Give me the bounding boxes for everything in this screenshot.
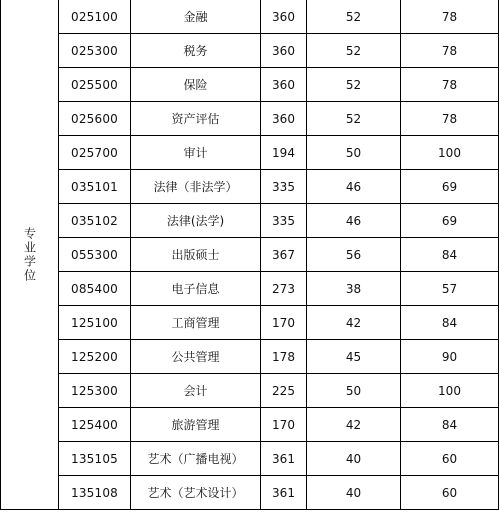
single-subject-score-b: 57 (401, 272, 499, 306)
total-score: 361 (261, 476, 307, 510)
table-row (1, 374, 499, 408)
major-code: 035101 (59, 170, 131, 204)
single-subject-score-b: 69 (401, 204, 499, 238)
single-subject-score-a: 46 (307, 204, 401, 238)
total-score: 178 (261, 340, 307, 374)
single-subject-score-a: 46 (307, 170, 401, 204)
major-name: 电子信息 (131, 272, 261, 306)
single-subject-score-a: 40 (307, 442, 401, 476)
table-row (1, 34, 499, 68)
major-code: 135108 (59, 476, 131, 510)
single-subject-score-a: 52 (307, 102, 401, 136)
total-score: 335 (261, 170, 307, 204)
single-subject-score-b: 60 (401, 442, 499, 476)
major-code: 125100 (59, 306, 131, 340)
single-subject-score-a: 50 (307, 136, 401, 170)
single-subject-score-a: 40 (307, 476, 401, 510)
major-code: 025700 (59, 136, 131, 170)
table-row (1, 136, 499, 170)
major-name: 会计 (131, 374, 261, 408)
major-code: 025300 (59, 34, 131, 68)
major-name: 审计 (131, 136, 261, 170)
single-subject-score-a: 52 (307, 68, 401, 102)
total-score: 335 (261, 204, 307, 238)
total-score: 360 (261, 102, 307, 136)
major-name: 出版硕士 (131, 238, 261, 272)
table-row (1, 102, 499, 136)
single-subject-score-a: 50 (307, 374, 401, 408)
table-row (1, 204, 499, 238)
total-score: 367 (261, 238, 307, 272)
table-row (1, 442, 499, 476)
single-subject-score-a: 52 (307, 34, 401, 68)
table-row (1, 238, 499, 272)
total-score: 273 (261, 272, 307, 306)
category-cell: 专业学位 (1, 0, 59, 510)
major-code: 085400 (59, 272, 131, 306)
total-score: 194 (261, 136, 307, 170)
single-subject-score-b: 78 (401, 68, 499, 102)
major-code: 125400 (59, 408, 131, 442)
single-subject-score-a: 38 (307, 272, 401, 306)
major-name: 保险 (131, 68, 261, 102)
table-row (1, 476, 499, 510)
major-name: 金融 (131, 0, 261, 34)
table-row (1, 340, 499, 374)
major-name: 资产评估 (131, 102, 261, 136)
single-subject-score-b: 90 (401, 340, 499, 374)
single-subject-score-b: 100 (401, 136, 499, 170)
major-code: 025500 (59, 68, 131, 102)
score-table-body (1, 0, 499, 510)
table-row (1, 272, 499, 306)
single-subject-score-b: 78 (401, 34, 499, 68)
table-row (1, 0, 499, 34)
single-subject-score-a: 56 (307, 238, 401, 272)
table-row (1, 306, 499, 340)
single-subject-score-b: 84 (401, 306, 499, 340)
major-code: 055300 (59, 238, 131, 272)
major-name: 公共管理 (131, 340, 261, 374)
single-subject-score-b: 69 (401, 170, 499, 204)
major-name: 艺术（广播电视） (131, 442, 261, 476)
major-name: 艺术（艺术设计） (131, 476, 261, 510)
single-subject-score-a: 42 (307, 408, 401, 442)
single-subject-score-b: 84 (401, 238, 499, 272)
total-score: 225 (261, 374, 307, 408)
total-score: 360 (261, 0, 307, 34)
table-row (1, 68, 499, 102)
single-subject-score-a: 42 (307, 306, 401, 340)
major-name: 工商管理 (131, 306, 261, 340)
total-score: 360 (261, 34, 307, 68)
total-score: 360 (261, 68, 307, 102)
single-subject-score-b: 60 (401, 476, 499, 510)
single-subject-score-b: 78 (401, 102, 499, 136)
major-code: 025600 (59, 102, 131, 136)
total-score: 170 (261, 408, 307, 442)
single-subject-score-b: 100 (401, 374, 499, 408)
single-subject-score-b: 78 (401, 0, 499, 34)
major-name: 税务 (131, 34, 261, 68)
major-name: 旅游管理 (131, 408, 261, 442)
major-code: 035102 (59, 204, 131, 238)
major-code: 135105 (59, 442, 131, 476)
total-score: 361 (261, 442, 307, 476)
major-code: 125200 (59, 340, 131, 374)
single-subject-score-a: 52 (307, 0, 401, 34)
single-subject-score-a: 45 (307, 340, 401, 374)
table-row (1, 408, 499, 442)
major-code: 025100 (59, 0, 131, 34)
table-row (1, 170, 499, 204)
single-subject-score-b: 84 (401, 408, 499, 442)
major-name: 法律（非法学） (131, 170, 261, 204)
major-name: 法律(法学) (131, 204, 261, 238)
major-code: 125300 (59, 374, 131, 408)
total-score: 170 (261, 306, 307, 340)
